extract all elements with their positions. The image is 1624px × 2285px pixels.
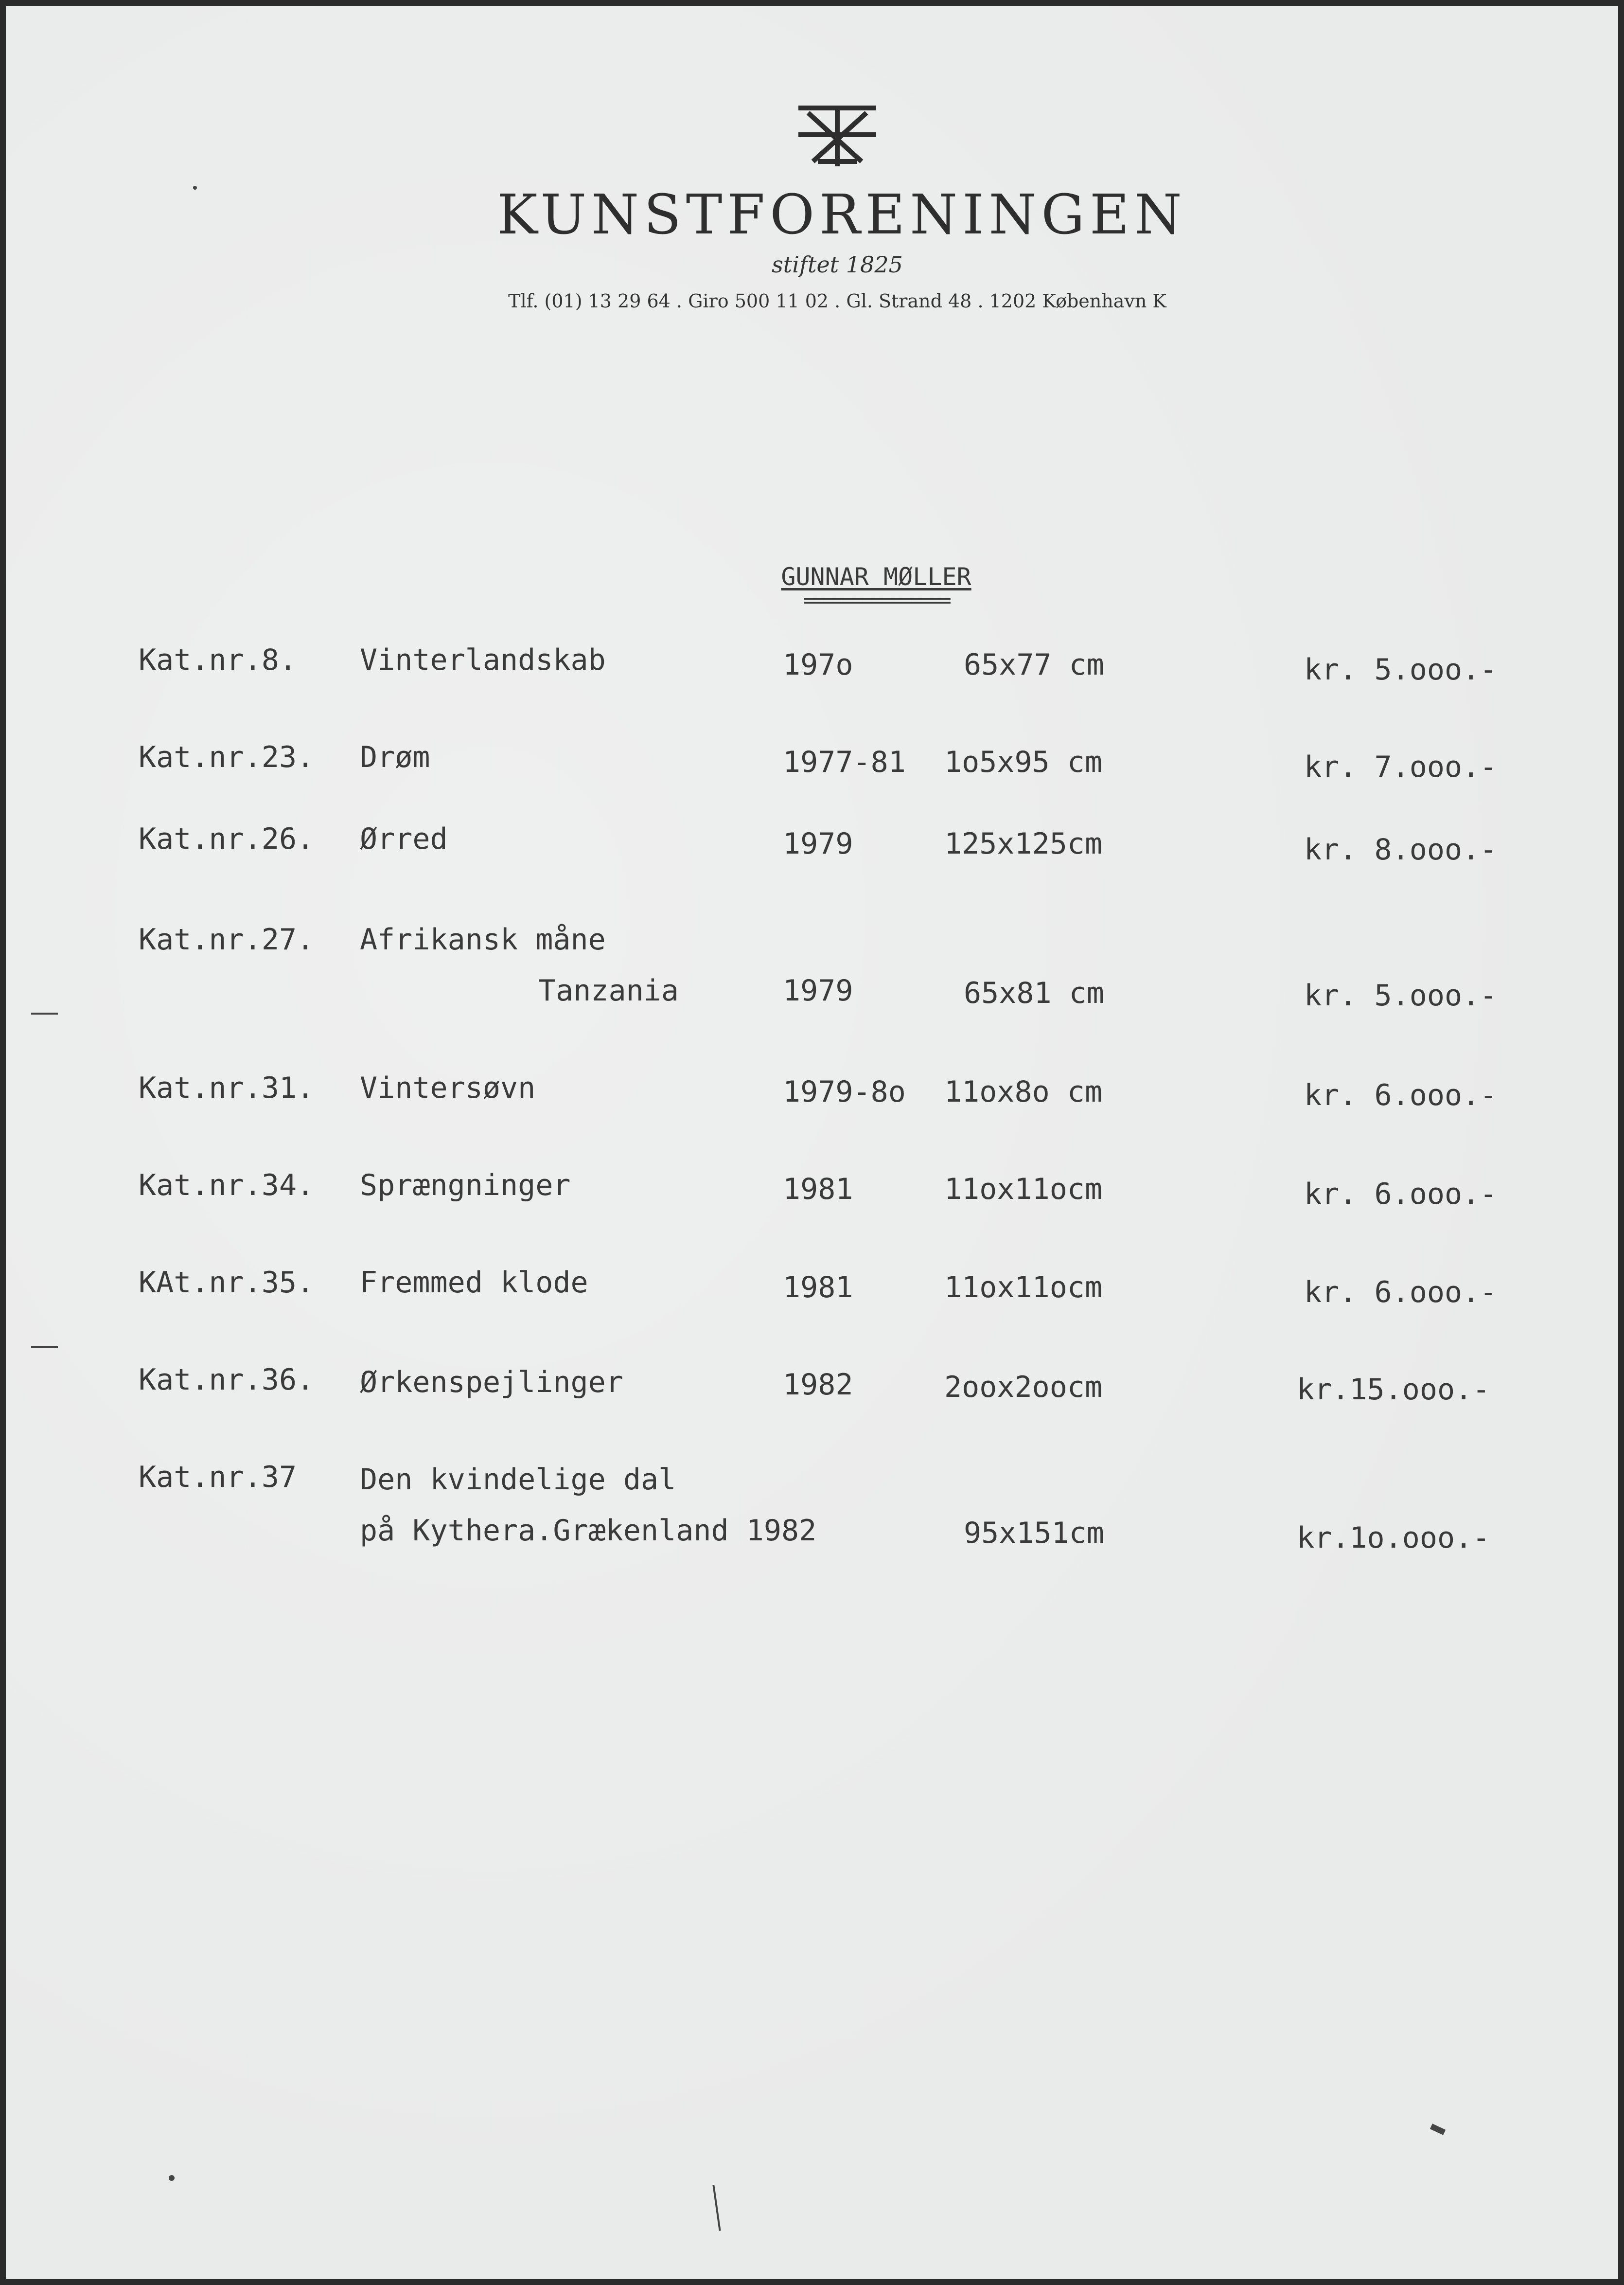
artwork-size: 11ox11ocm — [944, 1270, 1103, 1304]
catalog-number: Kat.nr.36. — [139, 1363, 315, 1397]
artwork-size: 11ox11ocm — [944, 1172, 1103, 1206]
artwork-title: Vinterlandskab — [360, 643, 606, 677]
artwork-title: Fremmed klode — [360, 1266, 588, 1300]
artwork-price: kr. 7.ooo.- — [1304, 750, 1498, 784]
artwork-year: 1979 — [783, 827, 853, 861]
artwork-size: 65x81 cm — [964, 976, 1104, 1010]
catalog-number: Kat.nr.34. — [139, 1168, 315, 1202]
catalog-number: Kat.nr.23. — [139, 740, 315, 774]
artwork-year: 1981 — [783, 1270, 853, 1304]
artist-heading-rule: =============== — [803, 589, 950, 612]
artwork-size: 11ox8o cm — [944, 1075, 1103, 1109]
organization-name: KUNSTFORENINGEN — [497, 183, 1187, 247]
artist-heading: GUNNAR MØLLER — [781, 563, 971, 591]
artwork-price: kr. 6.ooo.- — [1304, 1275, 1498, 1309]
catalog-number: Kat.nr.26. — [139, 822, 315, 856]
artwork-size: 2oox2oocm — [944, 1370, 1103, 1404]
founded-tagline: stiftet 1825 — [772, 251, 903, 278]
artwork-title: Ørred — [360, 822, 448, 856]
artwork-title: Ørkenspejlinger — [360, 1365, 623, 1399]
artwork-price: kr. 5.ooo.- — [1304, 979, 1498, 1013]
document-page — [6, 6, 1618, 2279]
ink-mark — [1430, 2124, 1446, 2135]
artwork-size: 65x77 cm — [964, 648, 1104, 682]
artwork-size: 125x125cm — [944, 827, 1103, 861]
contact-line: Tlf. (01) 13 29 64 . Giro 500 11 02 . Gl. Strand 48 . 1202 København K — [508, 290, 1166, 312]
artwork-price: kr. 6.ooo.- — [1304, 1177, 1498, 1211]
artwork-title: Vintersøvn — [360, 1071, 536, 1105]
artwork-size: 1o5x95 cm — [944, 745, 1103, 779]
artwork-size: 95x151cm — [964, 1516, 1104, 1550]
artwork-price: kr.1o.ooo.- — [1297, 1521, 1490, 1555]
artwork-title: Drøm — [360, 740, 430, 774]
catalog-number: Kat.nr.8. — [139, 643, 297, 677]
artwork-title: Sprængninger — [360, 1168, 571, 1202]
artwork-year: 1977-81 — [783, 745, 906, 779]
artwork-price: kr. 6.ooo.- — [1304, 1078, 1498, 1112]
artwork-title-continued: på Kythera.Grækenland 1982 — [360, 1514, 817, 1548]
catalog-number: Kat.nr.37 — [139, 1460, 297, 1494]
artwork-title: Afrikansk måne — [360, 923, 606, 957]
speck — [169, 2175, 175, 2181]
artwork-price: kr. 5.ooo.- — [1304, 653, 1498, 687]
artwork-price: kr.15.ooo.- — [1297, 1373, 1490, 1407]
artwork-year: 197o — [783, 648, 853, 682]
margin-mark — [31, 1346, 58, 1348]
pen-mark — [712, 2185, 721, 2231]
artwork-price: kr. 8.ooo.- — [1304, 833, 1498, 867]
catalog-number: KAt.nr.35. — [139, 1266, 315, 1300]
artwork-year: 1979 — [783, 974, 853, 1008]
artwork-title-continued: Tanzania — [538, 974, 679, 1008]
margin-mark — [31, 1013, 58, 1015]
artwork-year: 1982 — [783, 1368, 853, 1402]
artwork-year: 1979-8o — [783, 1075, 906, 1109]
artwork-year: 1981 — [783, 1172, 853, 1206]
catalog-number: Kat.nr.31. — [139, 1071, 315, 1105]
speck — [193, 186, 197, 190]
catalog-number: Kat.nr.27. — [139, 923, 315, 957]
artwork-title: Den kvindelige dal — [360, 1463, 676, 1497]
kf-monogram-logo — [789, 98, 886, 171]
